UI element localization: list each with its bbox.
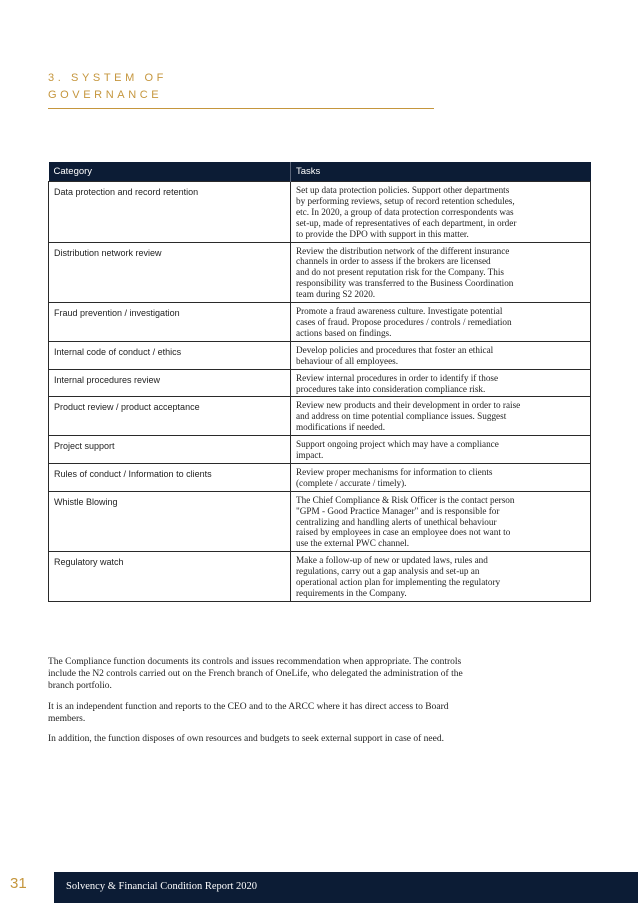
column-header-tasks: Tasks [291,162,591,182]
row-tasks [291,552,591,602]
task-line: behaviour of all employees. [296,355,399,366]
table-row [49,463,591,491]
row-tasks [291,397,591,436]
table-row [49,436,591,464]
task-line: channels in order to assess if the brokers are licensed [296,256,491,267]
page-number: 31 [10,875,27,892]
row-tasks [291,182,591,243]
table-row [49,182,591,243]
row-tasks [291,491,591,552]
paragraph-line: include the N2 controls carried out on the French branch of OneLife, who delegated the administration of the [48,669,463,680]
task-line: Promote a fraud awareness culture. Investigate potential [296,306,503,317]
task-line: actions based on findings. [296,327,392,338]
task-line: and address on time potential compliance issues. Suggest [296,411,507,422]
task-line: raised by employees in case an employee does not want to [296,527,511,538]
row-category: Rules of conduct / Information to clients [49,463,291,491]
paragraph-line: branch portfolio. [48,681,112,692]
task-line: set-up, made of representatives of each department, in order [296,217,517,228]
table-row [49,552,591,602]
report-title: Solvency & Financial Condition Report 2020 [66,881,258,892]
section-divider [48,108,434,109]
task-line: Support ongoing project which may have a compliance [296,439,499,450]
task-line: to provide the DPO with support in this matter. [296,228,469,239]
task-line: Review internal procedures in order to identify if those [296,372,499,383]
section-title-line-1: 3. SYSTEM OF [48,72,167,84]
row-tasks [291,303,591,342]
task-line: Develop policies and procedures that foster an ethical [296,344,494,355]
column-header-category: Category [49,162,291,182]
paragraph-line: In addition, the function disposes of own resources and budgets to seek external support in case of need. [48,734,444,745]
section-title [48,70,167,104]
task-line: Set up data protection policies. Support other departments [296,185,510,195]
row-tasks [291,369,591,397]
row-category: Product review / product acceptance [49,397,291,436]
task-line: Review the distribution network of the different insurance [296,245,510,256]
task-line: Review proper mechanisms for information to clients [296,466,493,477]
task-line: responsibility was transferred to the Business Coordination [296,278,514,289]
row-category: Internal procedures review [49,369,291,397]
task-line: by performing reviews, setup of record retention schedules, [296,195,515,206]
table-row [49,303,591,342]
task-line: centralizing and handling alerts of unethical behaviour [296,516,497,527]
task-line: regulations, carry out a gap analysis and set-up an [296,566,480,577]
paragraph-line: It is an independent function and reports to the CEO and to the ARCC where it has direct access to Board [48,701,449,712]
row-category: Whistle Blowing [49,491,291,552]
section-title-line-2: GOVERNANCE [48,89,163,101]
table-row [49,369,591,397]
task-line: use the external PWC channel. [296,538,410,549]
paragraph-line: The Compliance function documents its controls and issues recommendation when appropriate. The controls [48,657,462,667]
row-tasks [291,242,591,303]
row-category: Internal code of conduct / ethics [49,341,291,369]
table-header-row [49,162,591,182]
task-line: cases of fraud. Propose procedures / controls / remediation [296,316,512,327]
footer-bar [54,872,638,903]
task-line: and do not present reputation risk for the Company. This [296,267,504,278]
compliance-tasks-table [48,162,591,602]
paragraph [48,701,590,725]
paragraph-line: members. [48,713,86,724]
paragraph [48,656,590,693]
row-category: Fraud prevention / investigation [49,303,291,342]
task-line: (complete / accurate / timely). [296,477,407,488]
table-row [49,341,591,369]
task-line: operational action plan for implementing the regulatory [296,577,501,588]
task-line: Review new products and their development in order to raise [296,400,521,411]
row-category: Data protection and record retention [49,182,291,243]
task-line: impact. [296,450,324,461]
task-line: procedures take into consideration compliance risk. [296,383,486,394]
task-line: "GPM - Good Practice Manager" and is responsible for [296,505,500,516]
task-line: modifications if needed. [296,422,386,433]
row-category: Distribution network review [49,242,291,303]
table-row [49,242,591,303]
row-tasks [291,436,591,464]
row-category: Regulatory watch [49,552,291,602]
task-line: Make a follow-up of new or updated laws, rules and [296,555,488,566]
row-category: Project support [49,436,291,464]
task-line: team during S2 2020. [296,289,376,300]
body-text [48,656,590,753]
task-line: The Chief Compliance & Risk Officer is the contact person [296,494,515,505]
row-tasks [291,341,591,369]
table-row [49,397,591,436]
row-tasks [291,463,591,491]
task-line: requirements in the Company. [296,588,407,598]
table-body [49,182,591,602]
table-row [49,491,591,552]
task-line: etc. In 2020, a group of data protection correspondents was [296,206,514,217]
paragraph [48,733,590,745]
